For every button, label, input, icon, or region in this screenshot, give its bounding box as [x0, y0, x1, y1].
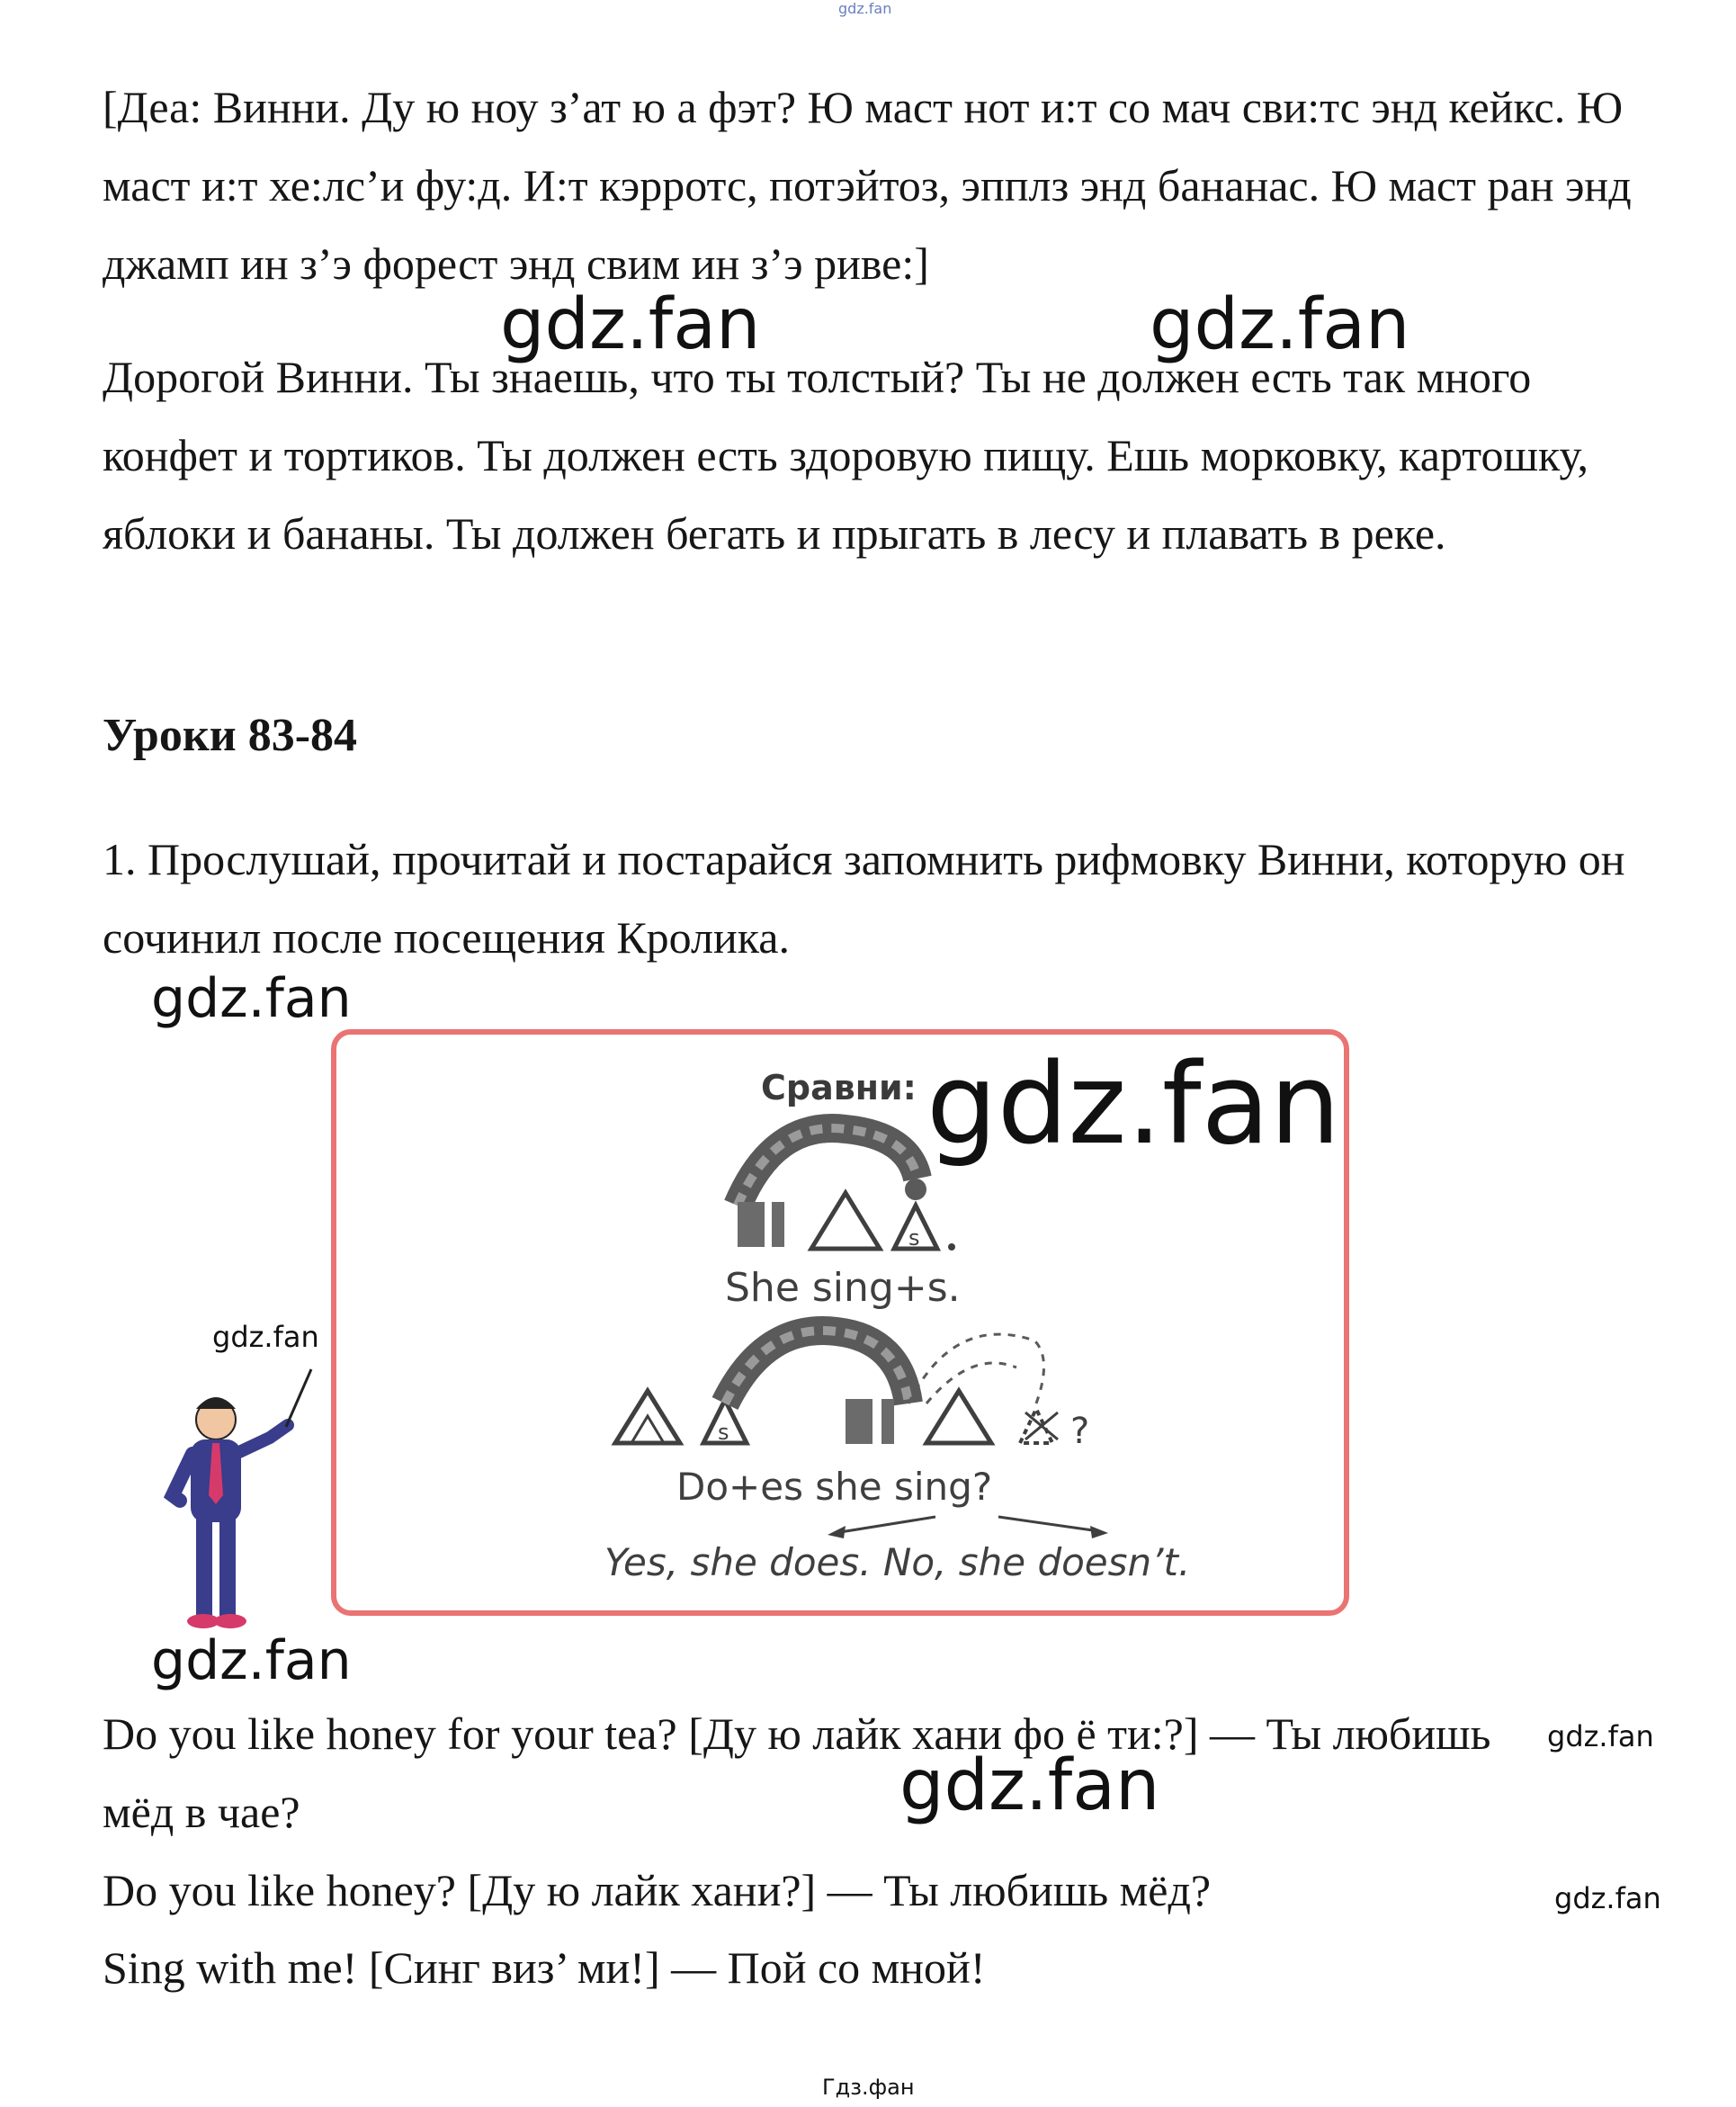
- watermark-text: gdz.fan: [151, 1629, 352, 1692]
- sentence-answers: Yes, she does. No, she doesn’t.: [604, 1540, 1191, 1584]
- compare-label: Сравни:: [761, 1068, 917, 1107]
- crossed-s-icon: [1020, 1409, 1052, 1443]
- svg-text:s: s: [718, 1420, 729, 1445]
- sentence-does-she-sing: Do+es she sing?: [676, 1465, 993, 1509]
- watermark-text: gdz.fan: [151, 967, 352, 1030]
- triangle-icon: [811, 1193, 880, 1249]
- watermark-text: gdz.fan: [899, 1745, 1160, 1826]
- rhyme-line-1: Do you like honey for your tea? [Ду ю лайк хани фо ё ти:?] — Ты любишь мёд в чае?: [103, 1708, 1491, 1837]
- triangle-icon: [926, 1391, 991, 1443]
- watermark-text: gdz.fan: [1150, 284, 1410, 365]
- arrow-left-icon: [835, 1517, 935, 1533]
- giraffe-arch-icon: [725, 1331, 908, 1444]
- arrow-right-icon: [998, 1517, 1099, 1531]
- translation-paragraph: Дорогой Винни. Ты знаешь, что ты толстый? Ты не должен есть так много конфет и тортиков. Ты должен есть здоровую пищу. Ешь морковку, картошку, яблоки и бананы. Ты должен бегать и прыгать в лесу и плавать в реке.: [103, 352, 1589, 559]
- task-text: 1. Прослушай, прочитай и постарайся запомнить рифмовку Винни, которую он сочинил после посещения Кролика.: [103, 834, 1625, 963]
- pointer-stick-icon: [286, 1369, 311, 1427]
- giraffe-arch-icon: [738, 1128, 926, 1247]
- s-letter: s: [908, 1225, 920, 1251]
- question-mark: ?: [1070, 1411, 1090, 1452]
- rhyme-line-2: Do you like honey? [Ду ю лайк хани?] — Ты любишь мёд?: [103, 1865, 1212, 1915]
- lesson-heading: Уроки 83-84: [103, 710, 358, 761]
- rhyme-line-3: Sing with me! [Синг виз’ ми!] — Пой со мной!: [103, 1942, 986, 1993]
- watermark-text: gdz.fan: [1554, 1881, 1661, 1915]
- watermark-text: gdz.fan: [1547, 1719, 1654, 1753]
- dashed-arrow-icon: [908, 1334, 1044, 1403]
- watermark-text: gdz.fan: [500, 284, 761, 365]
- sentence-she-sings: She sing+s.: [725, 1265, 961, 1311]
- watermark-text: gdz.fan: [212, 1320, 319, 1354]
- teacher-figure-icon: [173, 1369, 311, 1628]
- footer-watermark: Гдз.фан: [822, 2075, 915, 2100]
- header-watermark: gdz.fan: [838, 0, 892, 17]
- transcription-paragraph: [Деа: Винни. Ду ю ноу з’ат ю а фэт? Ю маст нот и:т со мач сви:тс энд кейкс. Ю маст и:т хе:лс’и фу:д. И:т кэрротс, потэйтоз, эпплз энд бананас. Ю маст ран энд джамп ин з’э форест энд свим ин з’э риве:]: [103, 82, 1632, 289]
- watermark-text: gdz.fan: [926, 1040, 1341, 1170]
